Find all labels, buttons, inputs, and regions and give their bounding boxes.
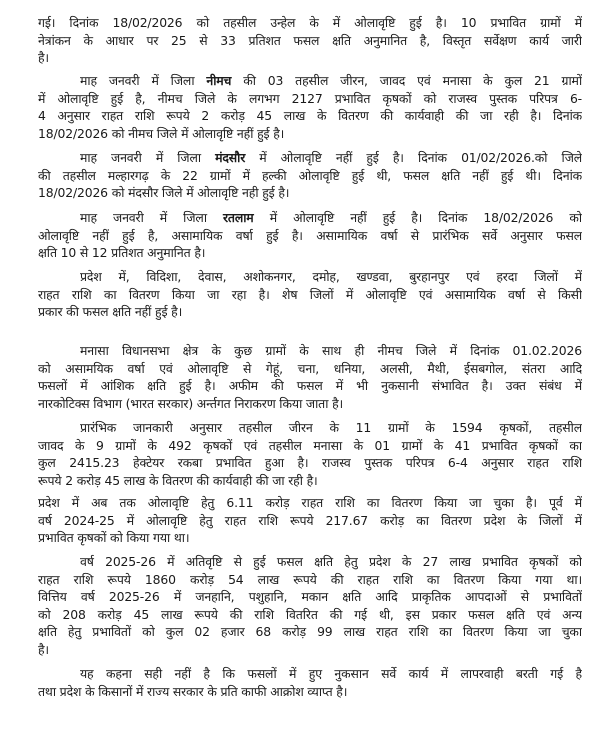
text-line: माह जनवरी में जिला मंदसौर में ओलावृष्टि नहीं हुई है। दिनांक 01/02/2026.को जिले [80,150,582,165]
text-line: है। [38,641,49,657]
text-line: वित्तिय वर्ष 2025-26 में जनहानि, पशुहानि, मकान क्षति आदि प्राकृतिक आपदाओं से प्रभावितों [38,589,582,605]
text-line: 18/02/2026 को मंदसौर जिले में ओलावृष्टि नही हुई है। [38,185,290,201]
text-line: राहत राशि रूपये 1860 करोड़ 54 लाख रूपये की राहत राशि का वितरण किया गया था। [38,571,582,587]
paragraph-manasa-constituency [38,342,582,412]
text-line: गई। दिनांक 18/02/2026 को तहसील उन्हेल के में ओलावृष्टि हुई है। 10 प्रभावित ग्रामों में [38,15,582,30]
text-line: प्रदेश में, विदिशा, देवास, अशोकनगर, दमोह, खण्डवा, बुरहानपुर एवं हरदा जिलों में [80,269,582,284]
paragraph-year-2025-26 [38,553,582,659]
text-line: क्षति हेतु प्रभावितों को कुल 02 हजार 68 करोड़ 99 लाख राहत राशि का वितरण किया जा चुका [38,624,582,640]
text-line: प्रारंभिक जानकारी अनुसार तहसील जीरन के 11 ग्रामों के 1594 कृषकों, तहसील [80,420,582,435]
paragraph-mandsaur [38,149,582,202]
paragraph-conclusion [38,665,582,700]
text-line: वर्ष 2024-25 में ओलावृष्टि हेतु राहत राशि रूपये 217.67 करोड़ का वितरण प्रदेश के जिलों में [38,512,582,528]
text-line: तथा प्रदेश के किसानों में राज्य सरकार के प्रति काफी आक्रोश व्याप्त है। [38,683,348,699]
text-line: को असामयिक वर्षा एवं ओलावृष्टि से गेहूं, चना, धनिया, अलसी, मैथी, ईसबगोल, संतरा आदि [38,360,582,376]
text-line: मनासा विधानसभा क्षेत्र के कुछ ग्रामों के साथ ही नीमच जिले में दिनांक 01.02.2026 [80,343,582,358]
text-line: रूपये 2 करोड़ 45 लाख के वितरण की कार्यवाही की जा रही है। [38,472,318,488]
text-line: राहत राशि का वितरण किया जा रहा है। शेष जिलों में ओलावृष्टि एवं असामायिक वर्षा से किसी [38,286,582,302]
text-line: की तहसील मल्हारगढ़ के 22 ग्रामों में हल्की ओलावृष्टि हुई थी, फसल क्षति नहीं हुई थी। दिनांक [38,167,582,183]
text-line: वर्ष 2025-26 में अतिवृष्टि से हुई फसल क्षति हेतु प्रदेश के 27 लाख प्रभावित कृषकों को [80,554,582,569]
paragraph-ratlam [38,209,582,262]
text-line: माह जनवरी में जिला रतलाम में ओलावृष्टि नहीं हुई है। दिनांक 18/02/2026 को [80,210,582,225]
text-line: 4 अनुसार राहत राशि रूपये 2 करोड़ 45 लाख के वितरण की कार्यवाही की जा रही है। दिनांक [38,108,582,124]
district-name-mandsaur: मंदसौर [215,150,246,165]
district-name-ratlam: रतलाम [223,210,254,225]
text-line: क्षति 10 से 12 प्रतिशत अनुमानित है। [38,245,206,261]
paragraph-relief-districts [38,268,582,321]
text-line: ओलावृष्टि नहीं हुई है, असामायिक वर्षा हुई है। असामायिक वर्षा से प्रारंभिक सर्वे अनुसार फसल [38,227,582,243]
text-line: प्रभावित कृषकों को किया गया था। [38,530,190,546]
text-line: कुल 2415.23 हेक्टेयर रकबा प्रभावित हुआ है। राजस्व पुस्तक परिपत्र 6-4 अनुसार राहत राशि [38,455,582,471]
text-line: प्रकार की फसल क्षति नहीं हुई है। [38,304,183,320]
text-line: प्रदेश में अब तक ओलावृष्टि हेतु 6.11 करोड़ राहत राशि का वितरण किया जा चुका है। पूर्व में [38,495,582,510]
text-line: जावद के 9 ग्रामों के 492 कृषकों एवं तहसील मनासा के 01 ग्रामों के 41 प्रभावित कृषकों का [38,437,582,453]
text-line: नारकोटिक्स विभाग (भारत सरकार) अर्न्तगत निराकरण किया जाता है। [38,395,344,411]
text-line: यह कहना सही नहीं है कि फसलों में हुए नुकसान सर्वे कार्य में लापरवाही बरती गई है [80,666,582,681]
paragraph-ujjain-unhel [38,14,582,67]
paragraph-preliminary-info [38,419,582,489]
text-line: फसलों में आंशिक क्षति हुई है। अफीम की फसल में भी नुकसानी संभावित है। उक्त संबंध में [38,378,582,394]
text-line: को 208 करोड़ 45 लाख रूपये की राशि वितरित की गई थी, इस प्रकार फसल क्षति एवं अन्य [38,606,582,622]
text-line: नेत्रांकन के आधार पर 25 से 33 प्रतिशत फसल क्षति अनुमानित है, विस्तृत सर्वेक्षण कार्य जारी [38,32,582,48]
text-line: में ओलावृष्टि हुई है, नीमच जिले के लगभग 2127 प्रभावित कृषकों को राजस्व पुस्तक परिपत्र 6- [38,90,582,106]
text-line: माह जनवरी में जिला नीमच की 03 तहसील जीरन, जावद एवं मनासा के कुल 21 ग्रामों [80,73,582,88]
paragraph-neemuch [38,72,582,142]
text-line: 18/02/2026 को नीमच जिले में ओलावृष्टि नहीं हुई है। [38,125,285,141]
paragraph-hail-relief-total [38,494,582,547]
district-name-neemuch: नीमच [206,73,232,88]
text-line: है। [38,50,49,66]
